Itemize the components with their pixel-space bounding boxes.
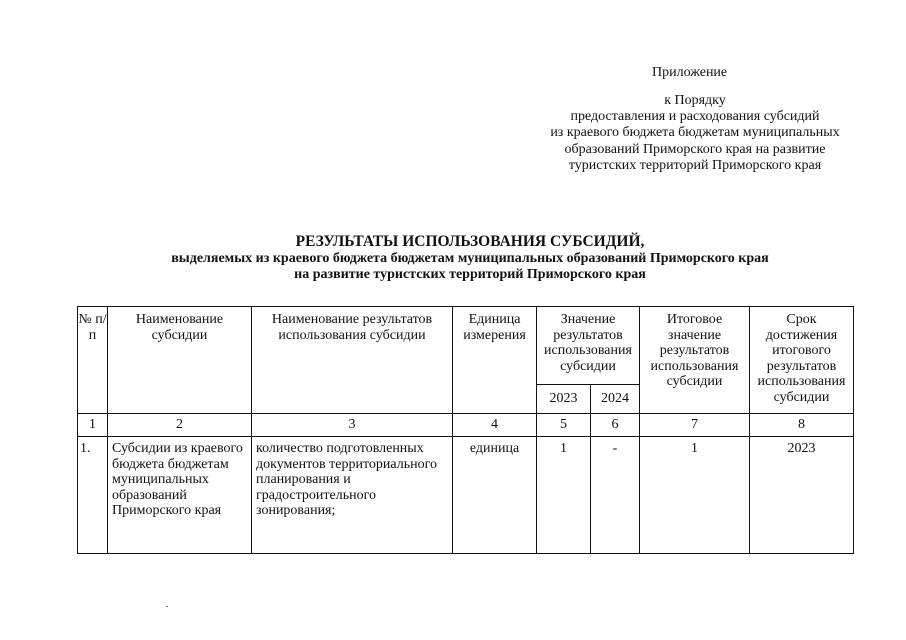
header-deadline: Срок достижения итогового результатов использования субсидии xyxy=(750,307,854,414)
row-num: 1. xyxy=(78,437,108,554)
appendix-line: образований Приморского края на развитие xyxy=(564,141,826,157)
header-num: № п/п xyxy=(78,307,108,414)
column-number: 3 xyxy=(252,414,453,437)
column-number: 7 xyxy=(640,414,750,437)
column-number: 4 xyxy=(453,414,537,437)
row-value-2024: - xyxy=(591,437,640,554)
heading-title: РЕЗУЛЬТАТЫ ИСПОЛЬЗОВАНИЯ СУБСИДИЙ, xyxy=(295,233,645,250)
header-year-2024: 2024 xyxy=(591,385,640,414)
appendix-line: туристских территорий Приморского края xyxy=(568,157,822,173)
column-number: 2 xyxy=(108,414,252,437)
column-number: 6 xyxy=(591,414,640,437)
row-value-2023: 1 xyxy=(537,437,591,554)
heading-subtitle-line: выделяемых из краевого бюджета бюджетам муниципальных образований Приморского края xyxy=(171,251,769,266)
header-value: Значение результатов использования субсидии xyxy=(537,307,640,385)
column-number: 5 xyxy=(537,414,591,437)
appendix-line: предоставления и расходования субсидий xyxy=(570,109,820,125)
header-final-value: Итоговое значение результатов использования субсидии xyxy=(640,307,750,414)
header-subsidy-name: Наименование субсидии xyxy=(108,307,252,414)
header-year-2023: 2023 xyxy=(537,385,591,414)
row-unit: единица xyxy=(453,437,537,554)
header-unit: Единица измерения xyxy=(453,307,537,414)
header-result-name: Наименование результатов использования субсидии xyxy=(252,307,453,414)
heading-subtitle-line: на развитие туристских территорий Приморского края xyxy=(294,267,646,282)
row-deadline: 2023 xyxy=(750,437,854,554)
table-row xyxy=(78,437,854,554)
table-header-row xyxy=(78,307,854,385)
document-heading xyxy=(90,232,850,283)
column-number: 1 xyxy=(78,414,108,437)
row-subsidy-name: Субсидии из краевого бюджета бюджетам муниципальных образований Приморского края xyxy=(108,437,252,554)
results-table xyxy=(77,306,854,554)
column-number: 8 xyxy=(750,414,854,437)
appendix-line: из краевого бюджета бюджетам муниципальных xyxy=(550,125,840,141)
scan-speck xyxy=(166,606,168,607)
column-numbers-row xyxy=(78,414,854,437)
appendix-line: к Порядку xyxy=(664,93,726,108)
appendix-text xyxy=(530,93,860,174)
row-result-name: количество подготовленных документов территориального планирования и градостроительного зонирования; xyxy=(252,437,453,554)
row-final-value: 1 xyxy=(640,437,750,554)
appendix-title: Приложение xyxy=(652,65,728,80)
